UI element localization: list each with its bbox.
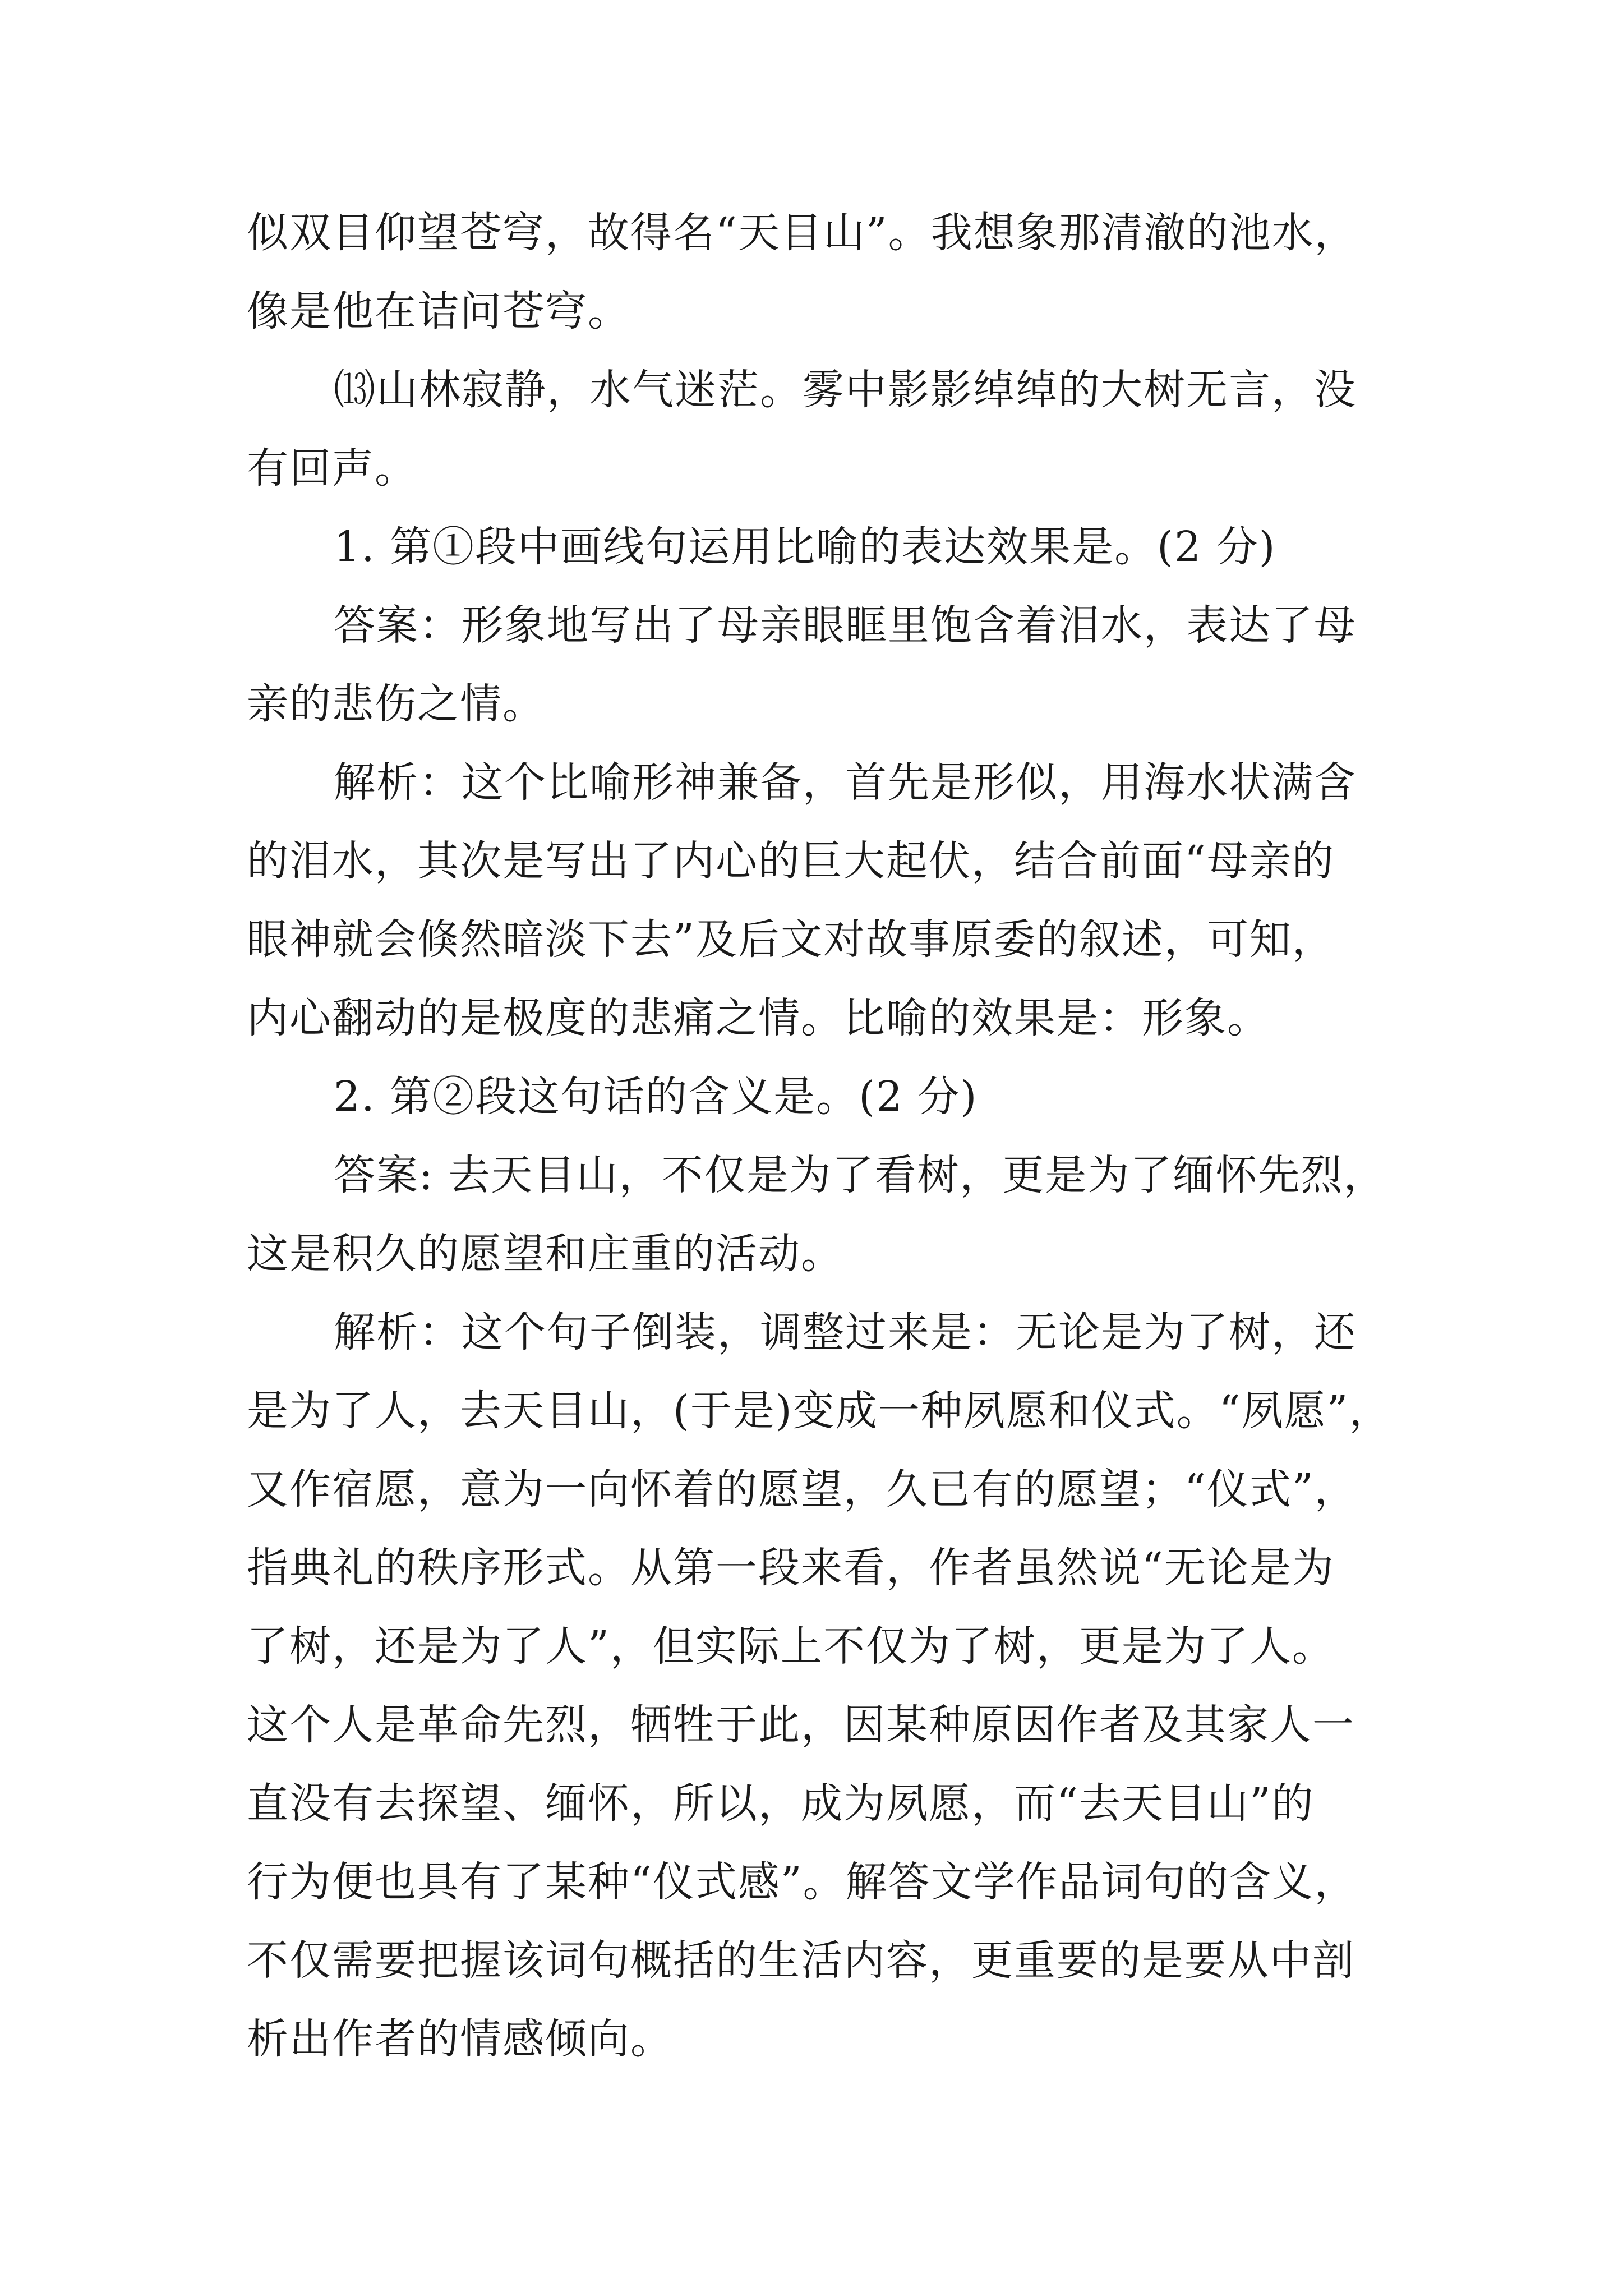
text-line: 像是他在诘问苍穹。	[247, 287, 630, 335]
text-line: 眼神就会倏然暗淡下去”及后文对故事原委的叙述，可知，	[247, 915, 1335, 964]
text-line: 是为了人，去天目山，(于是)变成一种夙愿和仪式。“夙愿”，	[247, 1387, 1392, 1435]
text-line: 似双目仰望苍穹，故得名“天目山”。我想象那清澈的池水，	[247, 209, 1357, 257]
text-line: 不仅需要把握该词句概括的生活内容，更重要的是要从中剖	[247, 1936, 1355, 1985]
text-line: 行为便也具有了某种“仪式感”。解答文学作品词句的含义，	[247, 1858, 1357, 1906]
question-2: 2. 第②段这句话的含义是。(2 分)	[334, 1073, 978, 1121]
analysis-2-text: 解析：这个句子倒装，调整过来是：无论是为了树，还	[334, 1308, 1357, 1356]
text-line: 的泪水，其次是写出了内心的巨大起伏，结合前面“母亲的	[247, 837, 1335, 885]
text-line: 有回声。	[247, 444, 417, 493]
text-line: 这个人是革命先烈，牺牲于此，因某种原因作者及其家人一	[247, 1701, 1355, 1749]
text-line: 内心翻动的是极度的悲痛之情。比喻的效果是：形象。	[247, 994, 1270, 1042]
text-line: 又作宿愿，意为一向怀着的愿望，久已有的愿望；“仪式”，	[247, 1465, 1357, 1513]
text-line: 直没有去探望、缅怀，所以，成为夙愿，而“去天目山”的	[247, 1779, 1315, 1828]
text-line: 析出作者的情感倾向。	[247, 2015, 673, 2063]
text-line: ⒀山林寂静，水气迷茫。雾中影影绰绰的大树无言，没	[334, 366, 1357, 414]
question-1: 1. 第①段中画线句运用比喻的表达效果是。(2 分)	[334, 523, 1276, 571]
text-line: 这是积久的愿望和庄重的活动。	[247, 1230, 843, 1278]
analysis-1-text: 解析：这个比喻形神兼备，首先是形似，用海水状满含	[334, 758, 1357, 807]
answer-1-text: 答案：形象地写出了母亲眼眶里饱含着泪水，表达了母	[334, 601, 1357, 650]
answer-2-text: 答案: 去天目山，不仅是为了看树，更是为了缅怀先烈，	[334, 1151, 1386, 1199]
text-line: 指典礼的秩序形式。从第一段来看，作者虽然说“无论是为	[247, 1544, 1335, 1592]
text-line: 亲的悲伤之情。	[247, 680, 545, 728]
text-line: 了树，还是为了人”，但实际上不仅为了树，更是为了人。	[247, 1622, 1335, 1671]
